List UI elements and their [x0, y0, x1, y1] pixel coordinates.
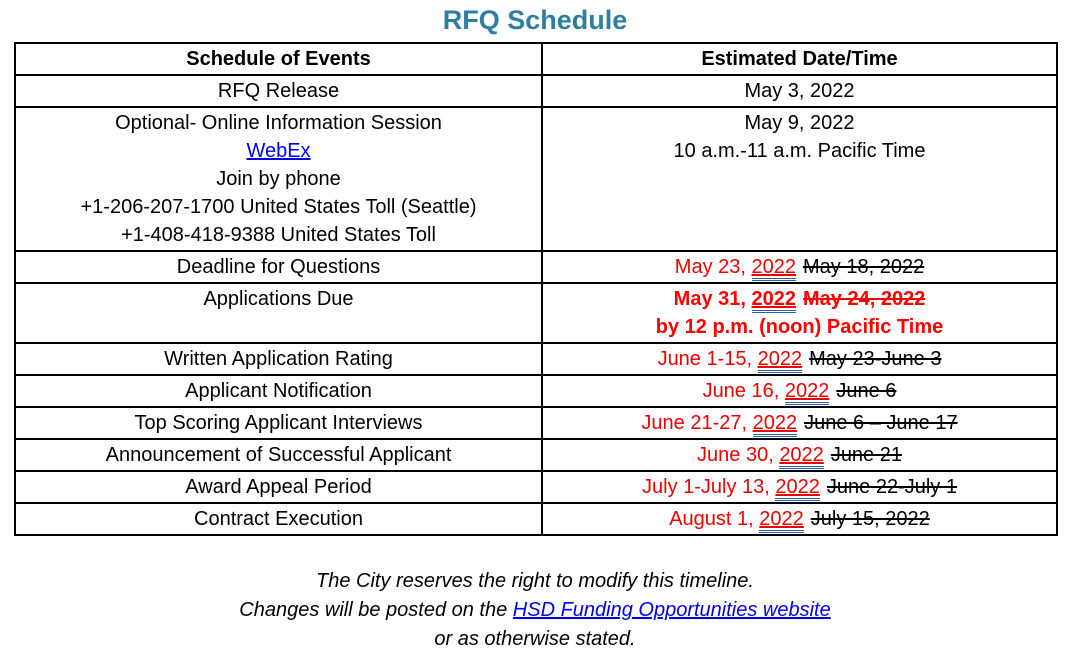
inserted-year-text: 2022 [752, 288, 797, 313]
page-title: RFQ Schedule [442, 5, 628, 35]
cell-line [547, 313, 1052, 341]
footer-note [0, 567, 1070, 654]
event-cell [15, 283, 542, 343]
cell-text: +1-408-418-9388 United States Toll [121, 224, 436, 246]
inserted-year-text: 2022 [753, 412, 798, 437]
new-date-text: May 23, [674, 256, 752, 278]
table-row [15, 503, 1057, 535]
cell-text: Announcement of Successful Applicant [105, 444, 452, 466]
cell-line [547, 77, 1052, 105]
cell-line [547, 473, 1052, 501]
new-date-text: August 1, [669, 508, 760, 530]
cell-line [547, 345, 1052, 373]
table-header-row [15, 43, 1057, 75]
cell-text: Applicant Notification [185, 380, 372, 402]
footer-line-2-prefix: Changes will be posted on the [239, 599, 513, 621]
new-date-text: by 12 p.m. (noon) Pacific Time [655, 316, 944, 338]
event-cell [15, 407, 542, 439]
old-date-strikethrough: May 23-June 3 [809, 348, 942, 370]
old-date-strikethrough: June 6 – June 17 [804, 412, 958, 434]
inserted-year-text: 2022 [785, 380, 830, 405]
old-date-strikethrough: June 21 [830, 444, 902, 466]
cell-line [547, 377, 1052, 405]
old-date-strikethrough: June 22-July 1 [826, 476, 957, 498]
cell-line [20, 253, 537, 281]
cell-line [20, 377, 537, 405]
cell-line [20, 109, 537, 137]
cell-text: Join by phone [216, 168, 341, 190]
date-cell [542, 251, 1057, 283]
cell-line [547, 109, 1052, 137]
table-row [15, 407, 1057, 439]
table-row [15, 439, 1057, 471]
date-cell [542, 283, 1057, 343]
cell-line [20, 473, 537, 501]
cell-text: Top Scoring Applicant Interviews [134, 412, 423, 434]
old-date-strikethrough: May 24, 2022 [803, 288, 926, 310]
event-cell [15, 107, 542, 251]
date-cell [542, 375, 1057, 407]
cell-text: Optional- Online Information Session [115, 112, 442, 134]
inserted-year-text: 2022 [779, 444, 824, 469]
webex-link[interactable]: WebEx [246, 140, 311, 162]
event-cell [15, 343, 542, 375]
cell-line [20, 345, 537, 373]
event-cell [15, 375, 542, 407]
cell-line [547, 409, 1052, 437]
cell-line [20, 285, 537, 313]
cell-text: 10 a.m.-11 a.m. Pacific Time [673, 140, 926, 162]
cell-line [20, 441, 537, 469]
inserted-year-text: 2022 [752, 256, 797, 281]
inserted-year-text: 2022 [775, 476, 820, 501]
inserted-year-text: 2022 [758, 348, 803, 373]
old-date-strikethrough: May 18, 2022 [803, 256, 925, 278]
cell-line [20, 193, 537, 221]
new-date-text: June 16, [702, 380, 785, 402]
date-cell [542, 107, 1057, 251]
event-cell [15, 251, 542, 283]
event-cell [15, 439, 542, 471]
date-cell [542, 343, 1057, 375]
rfq-schedule-table [14, 42, 1058, 536]
date-cell [542, 439, 1057, 471]
cell-text: +1-206-207-1700 United States Toll (Seattle) [80, 196, 477, 218]
inserted-year-text: 2022 [759, 508, 804, 533]
event-cell [15, 75, 542, 107]
new-date-text: May 31, [673, 288, 752, 310]
cell-line [20, 77, 537, 105]
cell-text: May 9, 2022 [744, 112, 855, 134]
cell-line [547, 137, 1052, 165]
table-row [15, 75, 1057, 107]
table-row [15, 251, 1057, 283]
table-row [15, 283, 1057, 343]
table-row [15, 375, 1057, 407]
new-date-text: June 21-27, [641, 412, 753, 434]
old-date-strikethrough: July 15, 2022 [810, 508, 930, 530]
new-date-text: June 30, [697, 444, 780, 466]
cell-text: Written Application Rating [164, 348, 393, 370]
cell-line [20, 409, 537, 437]
table-row [15, 471, 1057, 503]
footer-line-2 [0, 596, 1070, 625]
cell-line [547, 253, 1052, 281]
cell-line [20, 165, 537, 193]
old-date-strikethrough: June 6 [836, 380, 897, 402]
footer-line-3: or as otherwise stated. [434, 628, 636, 650]
table-row [15, 343, 1057, 375]
cell-text: May 3, 2022 [744, 80, 855, 102]
cell-text: Award Appeal Period [185, 476, 372, 498]
date-cell [542, 75, 1057, 107]
cell-line [20, 505, 537, 533]
cell-line [547, 505, 1052, 533]
date-cell [542, 471, 1057, 503]
header-schedule-of-events: Schedule of Events [15, 43, 542, 75]
schedule-table-body [15, 75, 1057, 535]
cell-text: Applications Due [203, 288, 354, 310]
date-cell [542, 503, 1057, 535]
cell-line [547, 441, 1052, 469]
new-date-text: June 1-15, [657, 348, 758, 370]
event-cell [15, 471, 542, 503]
cell-text: RFQ Release [217, 80, 340, 102]
cell-line [20, 137, 537, 165]
footer-line-1: The City reserves the right to modify this timeline. [316, 570, 754, 592]
cell-text: Contract Execution [194, 508, 363, 530]
cell-line [547, 285, 1052, 313]
cell-text: Deadline for Questions [176, 256, 381, 278]
header-estimated-date-time: Estimated Date/Time [542, 43, 1057, 75]
document-page [0, 4, 1070, 650]
cell-line [20, 221, 537, 249]
date-cell [542, 407, 1057, 439]
table-row [15, 107, 1057, 251]
hsd-funding-opportunities-link[interactable]: HSD Funding Opportunities website [512, 599, 831, 621]
new-date-text: July 1-July 13, [642, 476, 776, 498]
event-cell [15, 503, 542, 535]
